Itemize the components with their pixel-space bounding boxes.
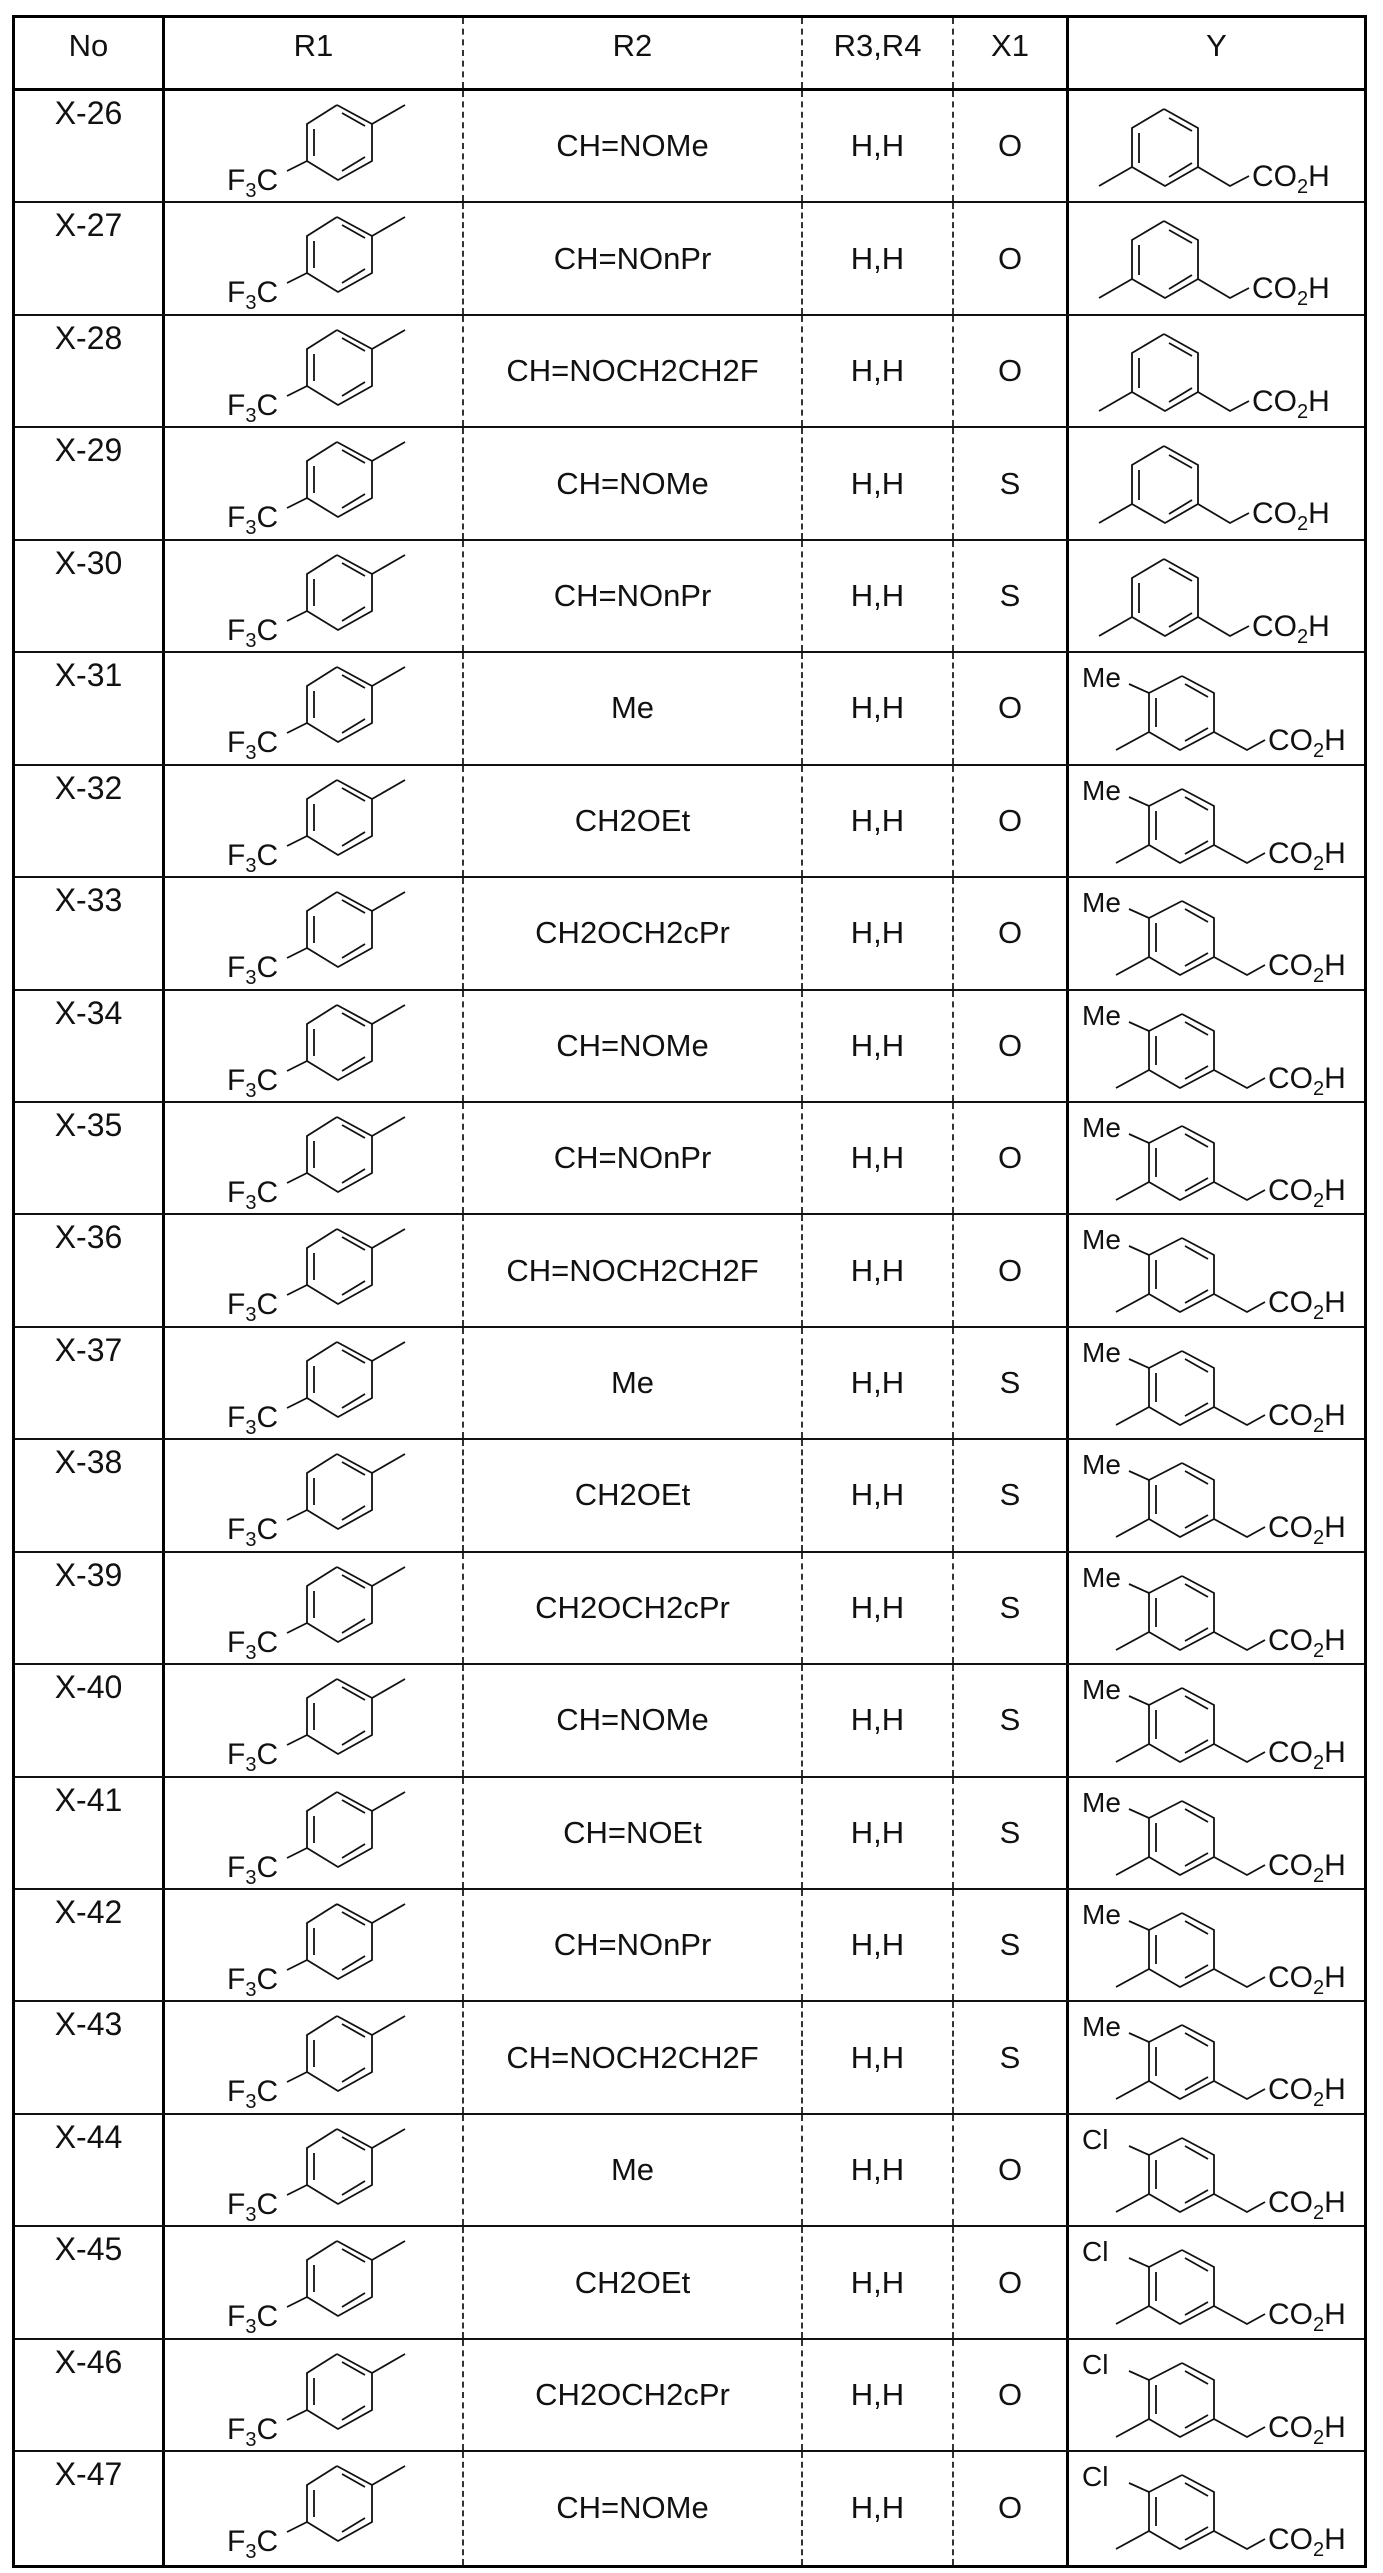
x1-value: S bbox=[954, 428, 1069, 538]
ring-substituent-label: Cl bbox=[1082, 2461, 1109, 2493]
x1-value: O bbox=[954, 1215, 1069, 1325]
compound-number: X-27 bbox=[15, 203, 165, 313]
r2-value: CH=NOMe bbox=[464, 2452, 803, 2564]
trifluoromethylphenyl-structure-icon bbox=[165, 1778, 464, 1890]
r1-structure bbox=[165, 316, 464, 426]
y-structure bbox=[1069, 1778, 1364, 1888]
r1-structure bbox=[165, 203, 464, 313]
svg-text:F3C: $F_3C$ bbox=[227, 1738, 279, 1777]
x1-value: S bbox=[954, 1890, 1069, 2000]
trifluoromethylphenyl-structure-icon bbox=[165, 1328, 464, 1440]
table-row bbox=[15, 541, 1364, 653]
r3-r4-value: H,H bbox=[803, 1328, 954, 1438]
svg-text:F3C: $F_3C$ bbox=[227, 1963, 279, 2001]
table-row bbox=[15, 2340, 1364, 2452]
compound-number: X-38 bbox=[15, 1440, 165, 1550]
header-x1: X1 bbox=[954, 18, 1069, 88]
x1-value: S bbox=[954, 541, 1069, 651]
ring-substituent-label: Me bbox=[1082, 999, 1121, 1031]
r1-structure bbox=[165, 1215, 464, 1325]
x1-value: O bbox=[954, 2115, 1069, 2225]
x1-value: S bbox=[954, 1665, 1069, 1775]
table-row bbox=[15, 316, 1364, 428]
ring-substituent-label: Me bbox=[1082, 1449, 1121, 1481]
x1-value: O bbox=[954, 766, 1069, 876]
compound-number: X-42 bbox=[15, 1890, 165, 2000]
y-structure bbox=[1069, 2227, 1364, 2337]
r1-structure bbox=[165, 766, 464, 876]
r3-r4-value: H,H bbox=[803, 1890, 954, 2000]
r2-value: CH2OCH2cPr bbox=[464, 1553, 803, 1663]
r2-value: CH=NOnPr bbox=[464, 1103, 803, 1213]
dimethylphenylacetic-acid-structure-icon bbox=[1069, 1553, 1367, 1665]
dimethylphenylacetic-acid-structure-icon bbox=[1069, 1103, 1367, 1215]
dimethylphenylacetic-acid-structure-icon bbox=[1069, 1778, 1367, 1890]
header-r3-r4: R3,R4 bbox=[803, 18, 954, 88]
table-header-row bbox=[15, 18, 1364, 91]
r2-value: CH=NOEt bbox=[464, 1778, 803, 1888]
y-structure bbox=[1069, 1553, 1364, 1663]
r3-r4-value: H,H bbox=[803, 878, 954, 988]
svg-text:CO2H: $CO_2H$ bbox=[1268, 1061, 1346, 1100]
y-structure bbox=[1069, 1328, 1364, 1438]
header-no: No bbox=[15, 18, 165, 88]
methylphenylacetic-acid-structure-icon bbox=[1069, 428, 1367, 540]
ring-substituent-label: Me bbox=[1082, 1786, 1121, 1818]
r1-structure bbox=[165, 2115, 464, 2225]
svg-text:CO2H: $CO_2H$ bbox=[1252, 272, 1330, 311]
trifluoromethylphenyl-structure-icon bbox=[165, 1665, 464, 1777]
table-row bbox=[15, 1215, 1364, 1327]
dimethylphenylacetic-acid-structure-icon bbox=[1069, 1665, 1367, 1777]
y-structure bbox=[1069, 2452, 1364, 2564]
dimethylphenylacetic-acid-structure-icon bbox=[1069, 1440, 1367, 1552]
x1-value: S bbox=[954, 1778, 1069, 1888]
compound-number: X-26 bbox=[15, 91, 165, 201]
table-row bbox=[15, 766, 1364, 878]
r1-structure bbox=[165, 2452, 464, 2564]
x1-value: O bbox=[954, 316, 1069, 426]
trifluoromethylphenyl-structure-icon bbox=[165, 541, 464, 653]
trifluoromethylphenyl-structure-icon bbox=[165, 2227, 464, 2339]
r3-r4-value: H,H bbox=[803, 2227, 954, 2337]
svg-text:CO2H: $CO_2H$ bbox=[1268, 836, 1346, 875]
trifluoromethylphenyl-structure-icon bbox=[165, 2452, 464, 2564]
r3-r4-value: H,H bbox=[803, 653, 954, 763]
r3-r4-value: H,H bbox=[803, 1665, 954, 1775]
methylphenylacetic-acid-structure-icon bbox=[1069, 91, 1367, 203]
r1-structure bbox=[165, 1890, 464, 2000]
r1-structure bbox=[165, 1553, 464, 1663]
r1-structure bbox=[165, 653, 464, 763]
compound-number: X-41 bbox=[15, 1778, 165, 1888]
svg-text:CO2H: $CO_2H$ bbox=[1268, 1961, 1346, 1999]
svg-text:F3C: $F_3C$ bbox=[227, 1625, 279, 1664]
compound-table bbox=[12, 15, 1367, 2568]
r3-r4-value: H,H bbox=[803, 1778, 954, 1888]
svg-text:CO2H: $CO_2H$ bbox=[1268, 1623, 1346, 1662]
svg-text:F3C: $F_3C$ bbox=[227, 951, 279, 990]
svg-text:F3C: $F_3C$ bbox=[227, 2187, 279, 2226]
x1-value: S bbox=[954, 1440, 1069, 1550]
y-structure bbox=[1069, 766, 1364, 876]
x1-value: O bbox=[954, 203, 1069, 313]
compound-number: X-31 bbox=[15, 653, 165, 763]
svg-text:F3C: $F_3C$ bbox=[227, 1288, 279, 1327]
r2-value: CH=NOCH2CH2F bbox=[464, 2002, 803, 2112]
svg-text:F3C: $F_3C$ bbox=[227, 164, 279, 202]
r3-r4-value: H,H bbox=[803, 766, 954, 876]
compound-number: X-46 bbox=[15, 2340, 165, 2450]
trifluoromethylphenyl-structure-icon bbox=[165, 766, 464, 878]
trifluoromethylphenyl-structure-icon bbox=[165, 1440, 464, 1552]
x1-value: S bbox=[954, 2002, 1069, 2112]
trifluoromethylphenyl-structure-icon bbox=[165, 428, 464, 540]
ring-substituent-label: Cl bbox=[1082, 2348, 1109, 2380]
svg-text:CO2H: $CO_2H$ bbox=[1268, 1173, 1346, 1212]
trifluoromethylphenyl-structure-icon bbox=[165, 878, 464, 990]
table-row bbox=[15, 1778, 1364, 1890]
r2-value: CH=NOCH2CH2F bbox=[464, 1215, 803, 1325]
ring-substituent-label: Me bbox=[1082, 1899, 1121, 1930]
r3-r4-value: H,H bbox=[803, 1440, 954, 1550]
table-row bbox=[15, 878, 1364, 990]
svg-text:F3C: $F_3C$ bbox=[227, 1850, 279, 1889]
y-structure bbox=[1069, 1665, 1364, 1775]
svg-text:F3C: $F_3C$ bbox=[227, 613, 279, 652]
compound-number: X-34 bbox=[15, 991, 165, 1101]
table-row bbox=[15, 2452, 1364, 2564]
trifluoromethylphenyl-structure-icon bbox=[165, 2340, 464, 2452]
y-structure bbox=[1069, 316, 1364, 426]
table-row bbox=[15, 91, 1364, 203]
r1-structure bbox=[165, 91, 464, 201]
table-row bbox=[15, 1553, 1364, 1665]
svg-text:F3C: $F_3C$ bbox=[227, 1513, 279, 1552]
trifluoromethylphenyl-structure-icon bbox=[165, 316, 464, 428]
r1-structure bbox=[165, 2002, 464, 2112]
compound-number: X-30 bbox=[15, 541, 165, 651]
compound-number: X-47 bbox=[15, 2452, 165, 2564]
r3-r4-value: H,H bbox=[803, 2002, 954, 2112]
trifluoromethylphenyl-structure-icon bbox=[165, 991, 464, 1103]
table-body bbox=[15, 91, 1364, 2565]
y-structure bbox=[1069, 991, 1364, 1101]
svg-text:CO2H: $CO_2H$ bbox=[1268, 1511, 1346, 1550]
methylphenylacetic-acid-structure-icon bbox=[1069, 203, 1367, 315]
x1-value: O bbox=[954, 1103, 1069, 1213]
r2-value: CH=NOnPr bbox=[464, 1890, 803, 2000]
svg-text:F3C: $F_3C$ bbox=[227, 276, 279, 315]
svg-text:F3C: $F_3C$ bbox=[227, 726, 279, 765]
table-row bbox=[15, 1103, 1364, 1215]
x1-value: O bbox=[954, 653, 1069, 763]
trifluoromethylphenyl-structure-icon bbox=[165, 203, 464, 315]
y-structure bbox=[1069, 541, 1364, 651]
header-r2: R2 bbox=[464, 18, 803, 88]
r2-value: CH=NOCH2CH2F bbox=[464, 316, 803, 426]
ring-substituent-label: Me bbox=[1082, 1111, 1121, 1143]
svg-text:CO2H: $CO_2H$ bbox=[1268, 2298, 1346, 2337]
dimethylphenylacetic-acid-structure-icon bbox=[1069, 878, 1367, 990]
svg-text:CO2H: $CO_2H$ bbox=[1252, 609, 1330, 648]
table-row bbox=[15, 2227, 1364, 2339]
dimethylphenylacetic-acid-structure-icon bbox=[1069, 991, 1367, 1103]
y-structure bbox=[1069, 653, 1364, 763]
trifluoromethylphenyl-structure-icon bbox=[165, 2002, 464, 2114]
svg-text:F3C: $F_3C$ bbox=[227, 501, 279, 540]
table-row bbox=[15, 1328, 1364, 1440]
chloro-methylphenylacetic-acid-structure-icon bbox=[1069, 2227, 1367, 2339]
svg-text:CO2H: $CO_2H$ bbox=[1268, 2185, 1346, 2224]
y-structure bbox=[1069, 428, 1364, 538]
x1-value: O bbox=[954, 991, 1069, 1101]
table-row bbox=[15, 1665, 1364, 1777]
r2-value: CH2OCH2cPr bbox=[464, 878, 803, 988]
compound-number: X-35 bbox=[15, 1103, 165, 1213]
x1-value: O bbox=[954, 91, 1069, 201]
x1-value: S bbox=[954, 1328, 1069, 1438]
x1-value: O bbox=[954, 2227, 1069, 2337]
table-row bbox=[15, 203, 1364, 315]
compound-number: X-45 bbox=[15, 2227, 165, 2337]
svg-text:CO2H: $CO_2H$ bbox=[1268, 1736, 1346, 1775]
dimethylphenylacetic-acid-structure-icon bbox=[1069, 1890, 1367, 2002]
x1-value: O bbox=[954, 878, 1069, 988]
r3-r4-value: H,H bbox=[803, 2340, 954, 2450]
ring-substituent-label: Me bbox=[1082, 774, 1121, 806]
trifluoromethylphenyl-structure-icon bbox=[165, 1553, 464, 1665]
r1-structure bbox=[165, 2340, 464, 2450]
ring-substituent-label: Me bbox=[1082, 1674, 1121, 1706]
svg-text:F3C: $F_3C$ bbox=[227, 2412, 279, 2451]
r3-r4-value: H,H bbox=[803, 91, 954, 201]
header-r1: R1 bbox=[165, 18, 464, 88]
r1-structure bbox=[165, 428, 464, 538]
table-row bbox=[15, 991, 1364, 1103]
svg-text:CO2H: $CO_2H$ bbox=[1268, 2410, 1346, 2449]
svg-text:F3C: $F_3C$ bbox=[227, 1175, 279, 1214]
r3-r4-value: H,H bbox=[803, 2452, 954, 2564]
header-y: Y bbox=[1206, 28, 1227, 63]
dimethylphenylacetic-acid-structure-icon bbox=[1069, 1215, 1367, 1327]
trifluoromethylphenyl-structure-icon bbox=[165, 91, 464, 203]
table-row bbox=[15, 1890, 1364, 2002]
svg-text:CO2H: $CO_2H$ bbox=[1268, 949, 1346, 988]
compound-number: X-43 bbox=[15, 2002, 165, 2112]
r2-value: CH=NOnPr bbox=[464, 541, 803, 651]
r1-structure bbox=[165, 878, 464, 988]
r1-structure bbox=[165, 2227, 464, 2337]
compound-number: X-37 bbox=[15, 1328, 165, 1438]
r2-value: CH=NOnPr bbox=[464, 203, 803, 313]
table-row bbox=[15, 2002, 1364, 2114]
dimethylphenylacetic-acid-structure-icon bbox=[1069, 766, 1367, 878]
r2-value: CH2OEt bbox=[464, 766, 803, 876]
r2-value: CH=NOMe bbox=[464, 991, 803, 1101]
r1-structure bbox=[165, 991, 464, 1101]
svg-text:CO2H: $CO_2H$ bbox=[1268, 2073, 1346, 2112]
r3-r4-value: H,H bbox=[803, 991, 954, 1101]
methylphenylacetic-acid-structure-icon bbox=[1069, 541, 1367, 653]
svg-text:CO2H: $CO_2H$ bbox=[1268, 1286, 1346, 1325]
trifluoromethylphenyl-structure-icon bbox=[165, 1215, 464, 1327]
ring-substituent-label: Me bbox=[1082, 1336, 1121, 1368]
x1-value: O bbox=[954, 2452, 1069, 2564]
dimethylphenylacetic-acid-structure-icon bbox=[1069, 653, 1367, 765]
r2-value: CH=NOMe bbox=[464, 428, 803, 538]
svg-text:F3C: $F_3C$ bbox=[227, 2525, 279, 2564]
ring-substituent-label: Me bbox=[1082, 662, 1121, 694]
svg-text:F3C: $F_3C$ bbox=[227, 1400, 279, 1439]
r3-r4-value: H,H bbox=[803, 2115, 954, 2225]
dimethylphenylacetic-acid-structure-icon bbox=[1069, 1328, 1367, 1440]
svg-text:F3C: $F_3C$ bbox=[227, 388, 279, 427]
y-structure bbox=[1069, 1103, 1364, 1213]
y-structure bbox=[1069, 1215, 1364, 1325]
ring-substituent-label: Me bbox=[1082, 1224, 1121, 1256]
x1-value: O bbox=[954, 2340, 1069, 2450]
x1-value: S bbox=[954, 1553, 1069, 1663]
y-structure bbox=[1069, 2340, 1364, 2450]
table-row bbox=[15, 428, 1364, 540]
svg-text:CO2H: $CO_2H$ bbox=[1268, 2523, 1346, 2562]
y-structure bbox=[1069, 1440, 1364, 1550]
r2-value: CH2OEt bbox=[464, 1440, 803, 1550]
table-row bbox=[15, 2115, 1364, 2227]
r2-value: CH=NOMe bbox=[464, 1665, 803, 1775]
ring-substituent-label: Me bbox=[1082, 1561, 1121, 1593]
compound-number: X-33 bbox=[15, 878, 165, 988]
r2-value: CH2OCH2cPr bbox=[464, 2340, 803, 2450]
trifluoromethylphenyl-structure-icon bbox=[165, 653, 464, 765]
dimethylphenylacetic-acid-structure-icon bbox=[1069, 2002, 1367, 2114]
r1-structure bbox=[165, 1778, 464, 1888]
compound-number: X-44 bbox=[15, 2115, 165, 2225]
trifluoromethylphenyl-structure-icon bbox=[165, 1103, 464, 1215]
r2-value: CH2OEt bbox=[464, 2227, 803, 2337]
svg-text:CO2H: $CO_2H$ bbox=[1252, 497, 1330, 536]
chloro-methylphenylacetic-acid-structure-icon bbox=[1069, 2340, 1367, 2452]
r3-r4-value: H,H bbox=[803, 1215, 954, 1325]
r3-r4-value: H,H bbox=[803, 1553, 954, 1663]
svg-text:CO2H: $CO_2H$ bbox=[1252, 160, 1330, 198]
ring-substituent-label: Cl bbox=[1082, 2123, 1109, 2155]
y-structure bbox=[1069, 2002, 1364, 2112]
trifluoromethylphenyl-structure-icon bbox=[165, 1890, 464, 2002]
r2-value: Me bbox=[464, 2115, 803, 2225]
compound-number: X-40 bbox=[15, 1665, 165, 1775]
compound-number: X-39 bbox=[15, 1553, 165, 1663]
r1-structure bbox=[165, 1665, 464, 1775]
svg-text:CO2H: $CO_2H$ bbox=[1268, 1848, 1346, 1887]
chloro-methylphenylacetic-acid-structure-icon bbox=[1069, 2452, 1367, 2564]
y-structure bbox=[1069, 1890, 1364, 2000]
r1-structure bbox=[165, 541, 464, 651]
r3-r4-value: H,H bbox=[803, 316, 954, 426]
svg-text:F3C: $F_3C$ bbox=[227, 1063, 279, 1102]
ring-substituent-label: Cl bbox=[1082, 2236, 1109, 2268]
compound-number: X-29 bbox=[15, 428, 165, 538]
y-structure bbox=[1069, 2115, 1364, 2225]
y-structure bbox=[1069, 91, 1364, 201]
r1-structure bbox=[165, 1328, 464, 1438]
svg-text:CO2H: $CO_2H$ bbox=[1268, 724, 1346, 763]
y-structure bbox=[1069, 203, 1364, 313]
r2-value: Me bbox=[464, 1328, 803, 1438]
table-row bbox=[15, 1440, 1364, 1552]
y-structure bbox=[1069, 878, 1364, 988]
table-row bbox=[15, 653, 1364, 765]
trifluoromethylphenyl-structure-icon bbox=[165, 2115, 464, 2227]
svg-text:CO2H: $CO_2H$ bbox=[1268, 1398, 1346, 1437]
r2-value: Me bbox=[464, 653, 803, 763]
r2-value: CH=NOMe bbox=[464, 91, 803, 201]
r1-structure bbox=[165, 1103, 464, 1213]
r3-r4-value: H,H bbox=[803, 1103, 954, 1213]
r3-r4-value: H,H bbox=[803, 203, 954, 313]
svg-text:F3C: $F_3C$ bbox=[227, 838, 279, 877]
svg-text:F3C: $F_3C$ bbox=[227, 2300, 279, 2339]
compound-number: X-32 bbox=[15, 766, 165, 876]
svg-text:CO2H: $CO_2H$ bbox=[1252, 384, 1330, 423]
methylphenylacetic-acid-structure-icon bbox=[1069, 316, 1367, 428]
r1-structure bbox=[165, 1440, 464, 1550]
ring-substituent-label: Me bbox=[1082, 2011, 1121, 2043]
ring-substituent-label: Me bbox=[1082, 887, 1121, 919]
compound-number: X-28 bbox=[15, 316, 165, 426]
svg-text:F3C: $F_3C$ bbox=[227, 2075, 279, 2114]
r3-r4-value: H,H bbox=[803, 428, 954, 538]
compound-number: X-36 bbox=[15, 1215, 165, 1325]
r3-r4-value: H,H bbox=[803, 541, 954, 651]
chloro-methylphenylacetic-acid-structure-icon bbox=[1069, 2115, 1367, 2227]
